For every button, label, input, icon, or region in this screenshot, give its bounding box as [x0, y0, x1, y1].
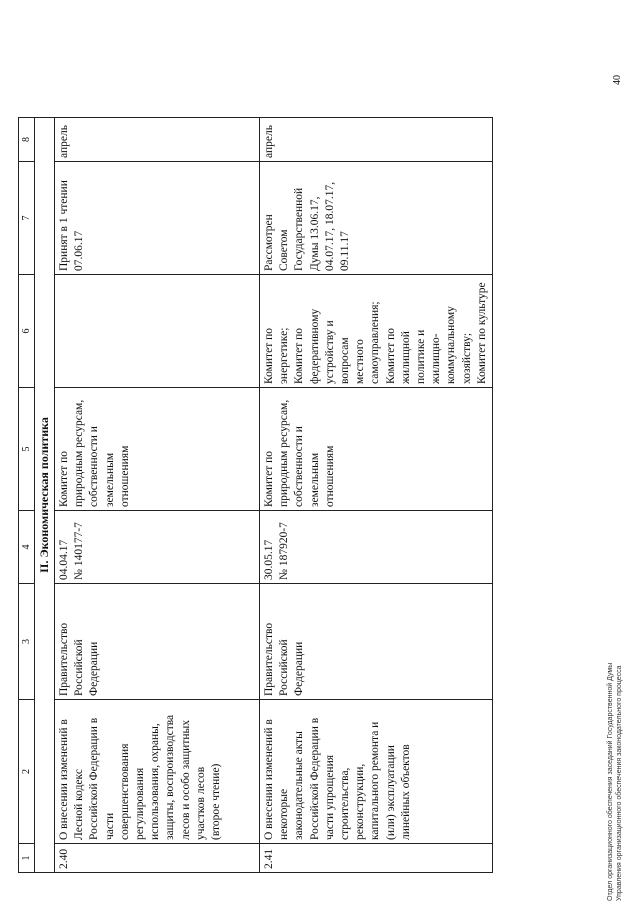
- text-line: Комитет по: [293, 328, 306, 384]
- bill-title: [55, 700, 260, 844]
- text-line: Российской Федерации: [73, 639, 101, 696]
- footer-line: Управления организационного обеспечения законодательного процесса: [616, 665, 623, 901]
- text-line: собственности и: [88, 426, 101, 507]
- text-line: части: [103, 812, 116, 840]
- text-line: № 187920-7: [278, 522, 291, 580]
- text-line: хозяйству;: [460, 332, 473, 384]
- text-line: энергетике;: [278, 327, 291, 384]
- text-line: коммунальному: [445, 306, 458, 384]
- text-line: природным ресурсам,: [278, 399, 291, 507]
- text-line: участков лесов: [194, 766, 207, 840]
- col-number: 3: [19, 584, 35, 700]
- text-line: части упрощения: [323, 754, 336, 840]
- text-line: отношениям: [323, 445, 336, 507]
- text-line: Думы 13.06.17,: [308, 196, 321, 271]
- row-number: 2.41: [260, 844, 493, 873]
- text-line: защиты, воспроизводства: [164, 714, 177, 840]
- text-line: политике и жилищно-: [415, 329, 443, 384]
- bill-author: [55, 584, 260, 700]
- text-line: 07.06.17: [73, 230, 86, 271]
- text-line: Рассмотрен: [263, 214, 275, 271]
- text-line: (или) эксплуатации: [384, 745, 397, 840]
- text-line: Комитет по: [263, 451, 275, 507]
- text-line: капитального ремонта и: [369, 721, 382, 840]
- text-line: Российской Федерации в: [308, 717, 321, 840]
- text-line: линейных объектов: [399, 744, 412, 840]
- text-line: Правительство: [58, 622, 70, 696]
- text-line: Советом: [278, 229, 291, 271]
- col-number: 6: [19, 275, 35, 388]
- text-line: Комитет по: [263, 328, 275, 384]
- col-number: 7: [19, 162, 35, 275]
- footer-line: Отдел организационного обеспечения заседаний Государственной Думы: [607, 662, 614, 901]
- text-line: № 140177-7: [73, 522, 86, 580]
- responsible-committee: [260, 388, 493, 511]
- text-line: 09.11.17: [339, 231, 352, 271]
- text-line: собственности и: [293, 426, 306, 507]
- text-line: Принят в 1 чтении: [58, 180, 70, 271]
- text-line: Правительство: [263, 622, 275, 696]
- text-line: природным ресурсам,: [73, 399, 86, 507]
- planned-month: апрель: [260, 118, 493, 162]
- text-line: (второе чтение): [210, 763, 223, 840]
- table-row: [260, 118, 493, 873]
- text-line: отношениям: [118, 445, 131, 507]
- column-number-row: [19, 118, 35, 873]
- bill-date-number: [55, 511, 260, 584]
- text-line: Российской Федерации в: [88, 717, 101, 840]
- bill-author: [260, 584, 493, 700]
- bill-status: [260, 162, 493, 275]
- text-line: 30.05.17: [263, 539, 275, 580]
- planned-month: апрель: [55, 118, 260, 162]
- col-number: 8: [19, 118, 35, 162]
- text-line: устройству и вопросам: [323, 320, 352, 384]
- section-title: II. Экономическая политика: [35, 118, 55, 873]
- text-line: 04.07.17, 18.07.17,: [323, 181, 336, 271]
- bill-title: [260, 700, 493, 844]
- text-line: земельным: [308, 452, 321, 507]
- row-number: 2.40: [55, 844, 260, 873]
- co-committees: [55, 275, 260, 388]
- text-line: местного: [354, 339, 367, 384]
- text-line: лесов и особо защитных: [179, 720, 192, 840]
- col-number: 1: [19, 844, 35, 873]
- text-line: некоторые: [278, 788, 291, 840]
- text-line: земельным: [103, 452, 116, 507]
- text-line: Комитет по жилищной: [384, 328, 412, 384]
- text-line: Комитет по культуре: [475, 282, 488, 384]
- text-line: 04.04.17: [58, 539, 70, 580]
- text-line: О внесении изменений в: [263, 719, 275, 840]
- text-line: регулирования: [134, 767, 147, 840]
- text-line: Российской Федерации: [278, 639, 306, 696]
- responsible-committee: [55, 388, 260, 511]
- table-row: [55, 118, 260, 873]
- text-line: самоуправления;: [369, 301, 382, 384]
- text-line: федеративному: [308, 308, 321, 384]
- co-committees: [260, 275, 493, 388]
- text-line: совершенствования: [118, 743, 131, 840]
- bill-date-number: [260, 511, 493, 584]
- text-line: Комитет по: [58, 451, 70, 507]
- col-number: 4: [19, 511, 35, 584]
- text-line: реконструкции,: [354, 763, 367, 840]
- text-line: Лесной кодекс: [73, 769, 86, 840]
- footer: [606, 663, 624, 901]
- page-number: 40: [612, 75, 623, 85]
- col-number: 2: [19, 700, 35, 844]
- legislation-table: [18, 117, 493, 873]
- section-row: [35, 118, 55, 873]
- col-number: 5: [19, 388, 35, 511]
- text-line: О внесении изменений в: [58, 719, 70, 840]
- text-line: законодательные акты: [293, 731, 306, 840]
- text-line: использования, охраны,: [149, 723, 162, 840]
- text-line: строительства,: [339, 767, 352, 840]
- bill-status: [55, 162, 260, 275]
- text-line: Государственной: [293, 187, 306, 271]
